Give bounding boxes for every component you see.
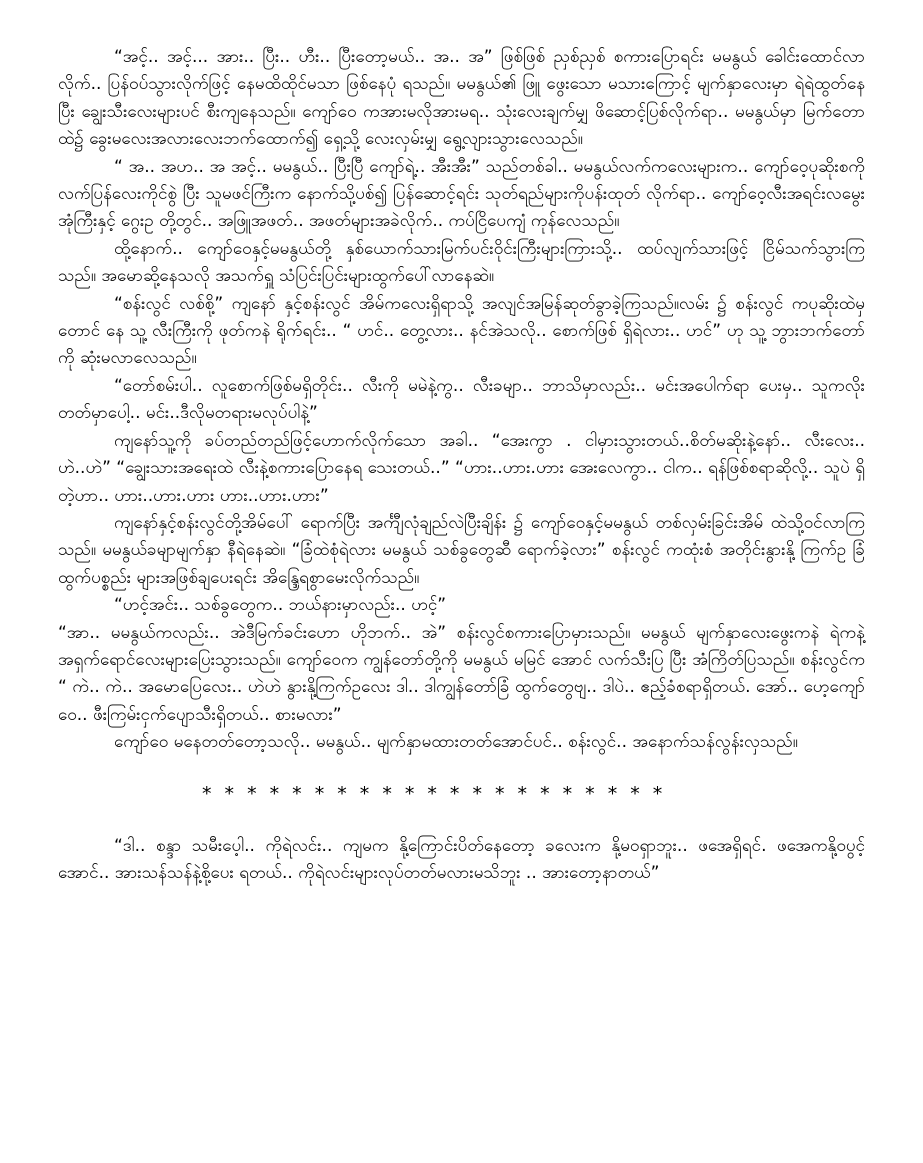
paragraph: “အာ.. မမနွယ်ကလည်း.. အဲဒီမြက်ခင်းဟော ဟိုဘက်.. အဲ” စန်းလွင်စကားပြောမှားသည်။ မမနွယ် မျက်နှာလေးဖွေးကနဲ ရဲကနဲ့ အရှက်ရောင်လေးများပြေးသွားသည်။ ကျော်ဝေက ကျွန်တော်တို့ကို မမနွယ် မမြင် အောင် လက်သီးပြ ပြီး အံကြိတ်ပြသည်။ စန်းလွင်က “ ကဲ.. ကဲ.. အမောပြေလေး.. ဟဲဟဲ နွားနို့ကြက်ဥလေး ဒါ.. ဒါကျွန်တော်ခြံ ထွက်တွေဗျ.. ဒါပဲ.. ဧည့်ခံစရာရှိတယ်. အော်.. ဟေ့ကျော်ဝေ.. ဖီးကြမ်းငှက်ပျောသီးရှိတယ်.. စားမလား”	[58, 622, 865, 725]
paragraph: “ဟင့်အင်း.. သစ်ခွတွေက.. ဘယ်နားမှာလည်း.. ဟင့်”	[114, 595, 447, 616]
document-body	[58, 44, 865, 757]
paragraph: “တော်စမ်းပါ.. လူစောက်ဖြစ်မရှိတိုင်း.. လီးကို မမဲနဲ့ကွ.. လီးခမျာ.. ဘာသိမှာလည်း.. မင်းအပေါက်ရာ ပေးမှ.. သူကလိုးတတ်မှာပေါ့.. မင်း..ဒီလိုမတရားမလုပ်ပါနဲ့”	[58, 375, 865, 424]
paragraph: “စန်းလွင် လစ်စို့” ကျနော် နှင့်စန်းလွင် အိမ်ကလေးရှိရာသို့ အလျင်အမြန်ဆုတ်ခွာခဲ့ကြသည်။လမ်း ၌ စန်းလွင် ကပုဆိုးထဲမှ တောင် နေ သူ့ လီးကြီးကို ဖုတ်ကနဲ ရိုက်ရင်း.. “ ဟင်.. တွေ့လား.. နင်အဲသလို.. စောက်ဖြစ် ရှိရဲလား.. ဟင်” ဟု သူ့ ဘွားဘက်တော်ကို ဆုံးမလာလေသည်။	[58, 293, 865, 369]
section-separator: * * * * * * * * * * * * * * * * * * * * *	[202, 782, 663, 805]
paragraph: ကျနော်သူ့ကို ခပ်တည်တည်ဖြင့်ဟောက်လိုက်သော အခါ.. “အေးကွာ . ငါမှားသွားတယ်..စိတ်မဆိုးနဲ့နော်.. လီးလေး.. ဟဲ..ဟဲ” “ချွေးသားအရေးထဲ လီးနဲ့စကားပြောနေရ သေးတယ်..” “ဟား..ဟား.ဟား အေးလေကွာ.. ငါက.. ရန်ဖြစ်စရာဆိုလို့.. သူပဲ ရှိတဲ့ဟာ.. ဟား..ဟား.ဟား ဟား..ဟား.ဟား”	[58, 430, 865, 506]
paragraph: “ အ.. အဟ.. အ အင့်.. မမနွယ်.. ပြီးပြီ ကျော်ရဲ့.. အီးအီး” သည်တစ်ခါ.. မမနွယ်လက်ကလေးများက.. ကျော်ဝေ့ပုဆိုးစကိုလက်ပြန်လေးကိုင်စွဲ ပြီး သူမဖင်ကြီးက နောက်သို့ပစ်၍ ပြန်ဆောင့်ရင်း သုတ်ရည်များကိုပန်းထုတ် လိုက်ရာ.. ကျော်ဝေ့လီးအရင်းလမွေးအုံကြီးနှင့် ဂွေးဥ တို့တွင်.. အဖြူအဖတ်.. အဖတ်များအခဲလိုက်.. ကပ်ငြိပေကျံ ကုန်လေသည်။	[58, 156, 865, 232]
document-footer	[58, 833, 865, 888]
paragraph: “ဒါ.. စန္ဒာ သမီးပေ့ါ.. ကိုရဲလင်း.. ကျမက နို့ကြောင်းပိတ်နေတော့ ခလေးက နို့မဝရှာဘူး.. ဖအေရှိရင်. ဖအေကနို့ဝပွင့်အောင်.. အားသန်သန်နဲ့စို့ပေး ရတယ်.. ကိုရဲလင်းများလုပ်တတ်မလားမသိဘူး .. အားတော့နာတယ်”	[58, 835, 865, 883]
paragraph: “အင့်.. အင့်... အား.. ပြီး.. ဟီး.. ပြီးတော့မယ်.. အ.. အ” ဖြစ်ဖြစ် ညှစ်ညှစ် စကားပြောရင်း မမနွယ် ခေါင်းထောင်လာလိုက်.. ပြန်ဝပ်သွားလိုက်ဖြင့် နေမထိထိုင်မသာ ဖြစ်နေပုံ ရသည်။ မမနွယ်၏ ဖြူ ဖွေးသော မသားကြောင့် မျက်နှာလေးမှာ ရဲရဲထွတ်နေပြီး ချွေးသီးလေးများပင် စီးကျနေသည်။ ကျော်ဝေ ကအားမလိုအားမရ.. သုံးလေးချက်မျှ ဖိဆောင့်ပြစ်လိုက်ရာ.. မမနွယ်မှာ မြက်တောထဲ၌ ခွေးမလေးအလားလေးဘက်ထောက်၍ ရှေ့သို့ လေးလှမ်းမျှ ရွေ့လျားသွားလေသည်။	[58, 47, 865, 150]
paragraph: ကျနော်နှင့်စန်းလွင်တို့အိမ်ပေါ် ရောက်ပြီး အင်္ကျီလုံချည်လဲပြီးချိန်း ၌ ကျော်ဝေနှင့်မမနွယ် တစ်လှမ်းခြင်းအိမ် ထဲသို့ဝင်လာကြသည်။ မမနွယ်ခမျာမျက်နှာ နီရဲနေဆဲ။ “ခြံထဲစုံရဲလား မမနွယ် သစ်ခွတွေဆီ ရောက်ခဲ့လား” စန်းလွင် ကထုံးစံ အတိုင်းနွားနို့ ကြက်ဥ ခြံထွက်ပစ္စည်း များအဖြစ်ချပေးရင်း အိန္ဒြေရစွာမေးလိုက်သည်။	[58, 512, 865, 588]
paragraph: ကျော်ဝေ မနေတတ်တော့သလို.. မမနွယ်.. မျက်နှာမထားတတ်အောင်ပင်.. စန်းလွင်.. အနောက်သန်လွန်းလှသည်။	[114, 732, 798, 753]
paragraph: ထို့နောက်.. ကျော်ဝေနှင့်မမနွယ်တို့ နှစ်ယောက်သားမြက်ပင်းဝိုင်းကြီးများကြားသို့.. ထပ်လျက်သားဖြင့် ငြိမ်သက်သွားကြသည်။ အမောဆို့နေသလို အသက်ရှူ သံပြင်းပြင်းများထွက်ပေါ်လာနေဆဲ။	[58, 238, 865, 287]
